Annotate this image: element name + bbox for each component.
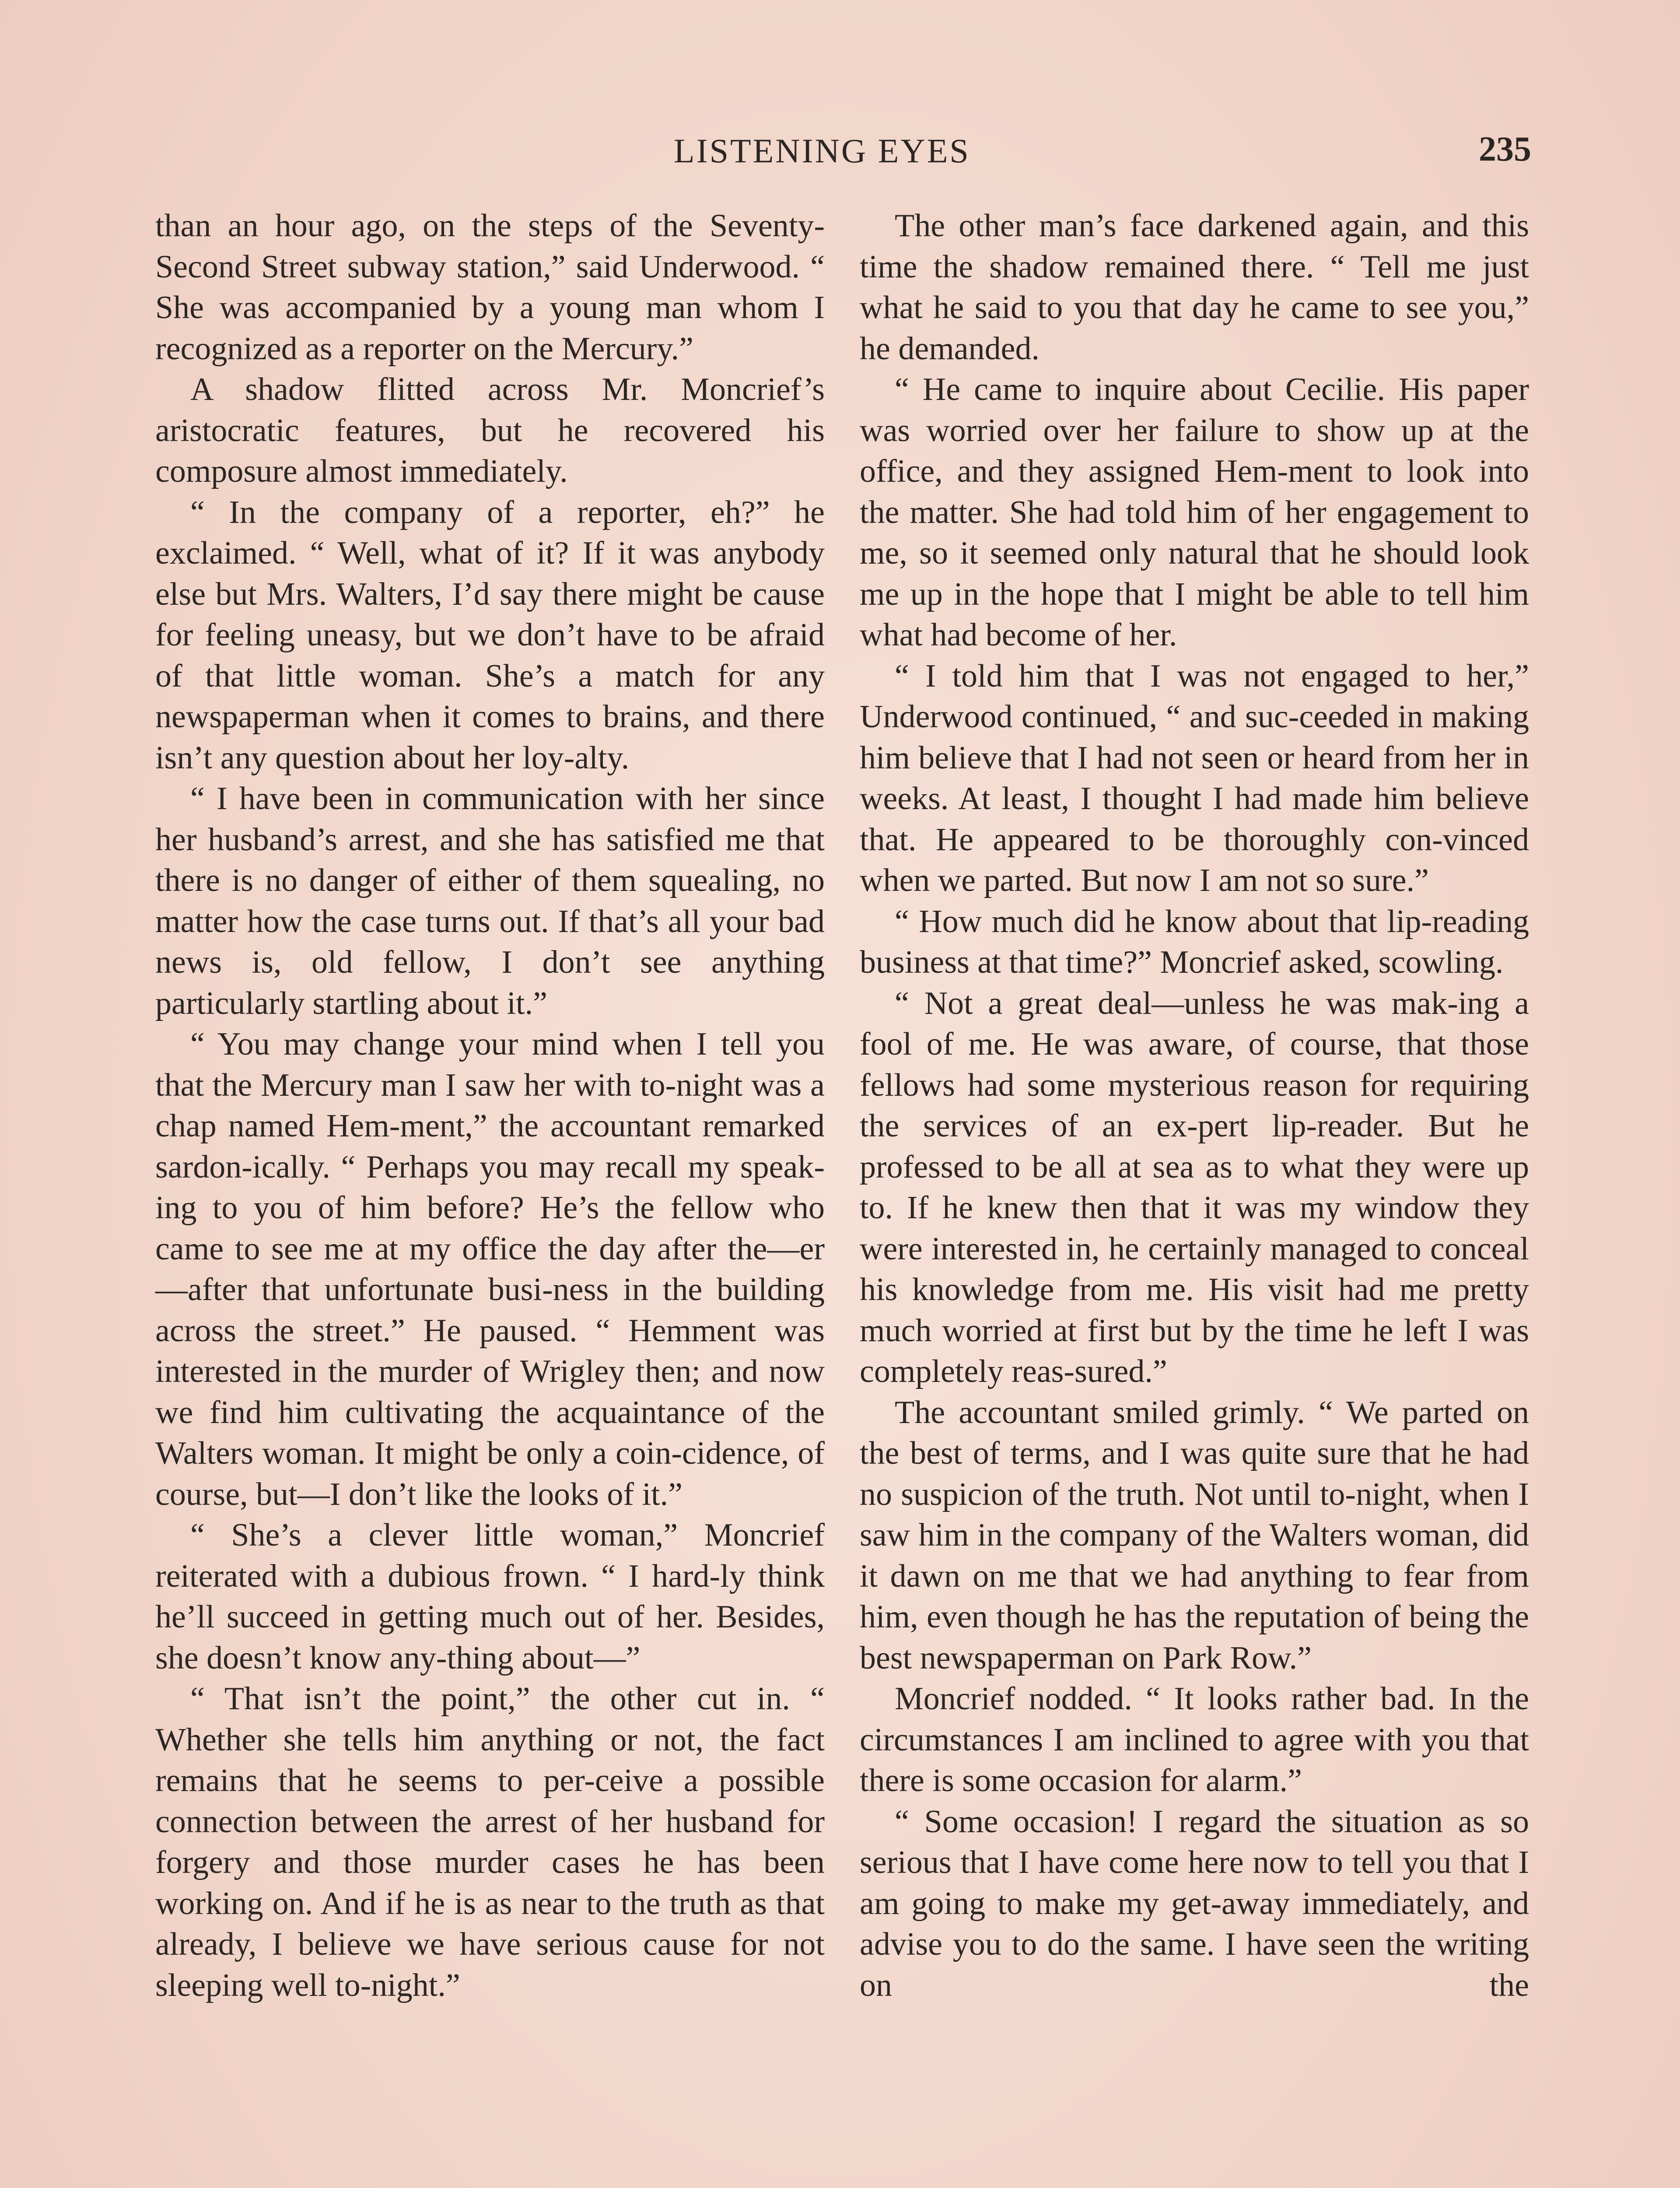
paragraph: “ You may change your mind when I tell you that the Mercury man I saw her with to-night was a chap named Hem-ment,” the accountant remarked sardon-ically. “ Perhaps you may recall my speak-ing to you of him before? He’s the fellow who came to see me at my office the day after the—er—after that unfortunate busi-ness in the building across the street.” He paused. “ Hemment was interested in the murder of Wrigley then; and now we find him cultivating the acquaintance of the Walters woman. It might be only a coin-cidence, of course, but—I don’t like the looks of it.”: [155, 1026, 825, 1512]
paragraph: The other man’s face darkened again, and this time the shadow remained there. “ Tell me just what he said to you that day he came to see you,” he demanded.: [860, 208, 1529, 367]
left-column: [155, 206, 825, 2006]
paragraph: “ I told him that I was not engaged to her,” Underwood continued, “ and suc-ceeded in making him believe that I had not seen or heard from her in weeks. At least, I thought I had made him believe that. He appeared to be thoroughly con-vinced when we parted. But now I am not so sure.”: [860, 658, 1529, 898]
paragraph: than an hour ago, on the steps of the Seventy-Second Street subway station,” said Underwood. “ She was accompanied by a young man whom I recognized as a reporter on the Mercury.”: [155, 208, 825, 367]
paragraph: “ How much did he know about that lip-reading business at that time?” Moncrief asked, scowling.: [860, 903, 1529, 980]
right-column: [860, 206, 1529, 2006]
paragraph: “ That isn’t the point,” the other cut in. “ Whether she tells him anything or not, the fact remains that he seems to per-ceive a possible connection between the arrest of her husband for forgery and those murder cases he has been working on. And if he is as near to the truth as that already, I believe we have serious cause for not sleeping well to-night.”: [155, 1681, 825, 2003]
paragraph: Moncrief nodded. “ It looks rather bad. In the circumstances I am inclined to agree with you that there is some occasion for alarm.”: [860, 1681, 1529, 1799]
paragraph: “ I have been in communication with her since her husband’s arrest, and she has satisfied me that there is no danger of either of them squealing, no matter how the case turns out. If that’s all your bad news is, old fellow, I don’t see anything particularly startling about it.”: [155, 781, 825, 1021]
paragraph: “ She’s a clever little woman,” Moncrief reiterated with a dubious frown. “ I hard-ly think he’ll succeed in getting much out of her. Besides, she doesn’t know any-thing about—”: [155, 1517, 825, 1676]
paragraph: “ Not a great deal—unless he was mak-ing a fool of me. He was aware, of course, that those fellows had some mysterious reason for requiring the services of an ex-pert lip-reader. But he professed to be all at sea as to what they were up to. If he knew then that it was my window they were interested in, he certainly managed to conceal his knowledge from me. His visit had me pretty much worried at first but by the time he left I was completely reas-sured.”: [860, 985, 1529, 1389]
paragraph: The accountant smiled grimly. “ We parted on the best of terms, and I was quite sure that he had no suspicion of the truth. Not until to-night, when I saw him in the company of the Walters woman, did it dawn on me that we had anything to fear from him, even though he has the reputation of being the best newspaperman on Park Row.”: [860, 1394, 1529, 1676]
running-title: LISTENING EYES: [674, 132, 970, 170]
page-number: 235: [1479, 130, 1531, 168]
paragraph: “ In the company of a reporter, eh?” he exclaimed. “ Well, what of it? If it was anybody else but Mrs. Walters, I’d say there might be cause for feeling uneasy, but we don’t have to be afraid of that little woman. She’s a match for any newspaperman when it comes to brains, and there isn’t any question about her loy-alty.: [155, 494, 825, 776]
paragraph: A shadow flitted across Mr. Moncrief’s aristocratic features, but he recovered his composure almost immediately.: [155, 372, 825, 489]
paragraph: “ He came to inquire about Cecilie. His paper was worried over her failure to show up at the office, and they assigned Hem-ment to look into the matter. She had told him of her engagement to me, so it seemed only natural that he should look me up in the hope that I might be able to tell him what had become of her.: [860, 372, 1529, 653]
paragraph: “ Some occasion! I regard the situation as so serious that I have come here now to tell you that I am going to make my get-away immediately, and advise you to do the same. I have seen the writing on the: [860, 1803, 1529, 2003]
